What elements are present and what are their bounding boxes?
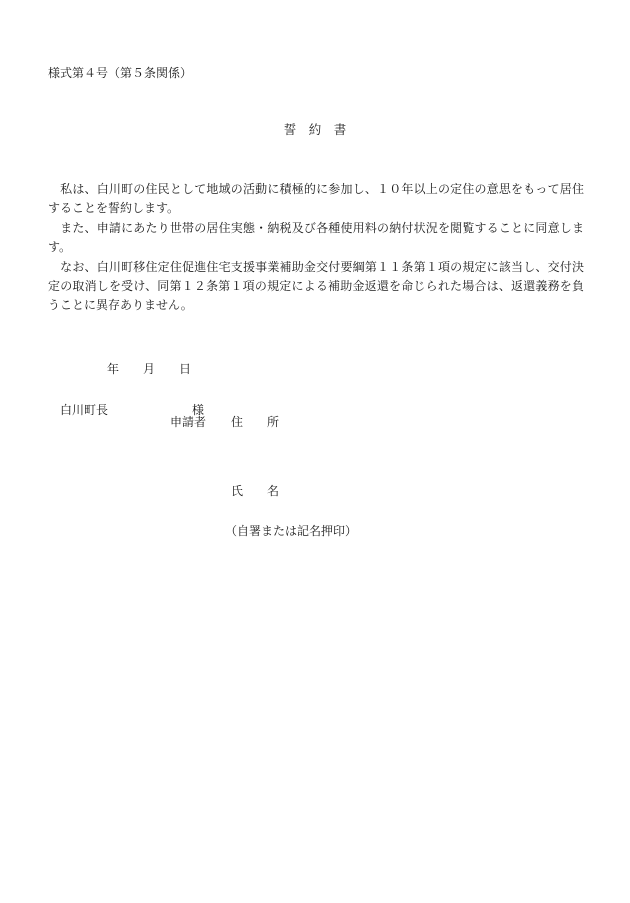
pledge-paragraph-2 [48,219,584,257]
address-label: 住 所 [231,415,280,429]
document-title: 誓 約 書 [283,122,347,137]
pledge-paragraph-3 [48,258,584,315]
addressee: 白川町長 様 [60,403,205,417]
applicant-label: 申請者 [170,415,207,429]
pledge-paragraph-3-text: なお、白川町移住定住促進住宅支援事業補助金交付要綱第１１条第１項の規定に該当し、交付決定の取消しを受け、同第１２条第１項の規定による補助金返還を命じられた場合は、返還義務を負うことに異存ありません。 [48,260,584,312]
pledge-paragraph-1-text: 私は、白川町の住民として地域の活動に積極的に参加し、１０年以上の定住の意思をもって居住することを誓約します。 [48,182,584,215]
date-line: 年 月 日 [107,362,192,376]
form-number: 様式第４号（第５条関係） [48,66,193,80]
signature-note: （自署または記名押印） [225,524,358,538]
pledge-paragraph-2-text: また、申請にあたり世帯の居住実態・納税及び各種使用料の納付状況を閲覧することに同意します。 [48,221,584,254]
name-label: 氏 名 [231,484,280,498]
pledge-paragraph-1 [48,180,584,218]
